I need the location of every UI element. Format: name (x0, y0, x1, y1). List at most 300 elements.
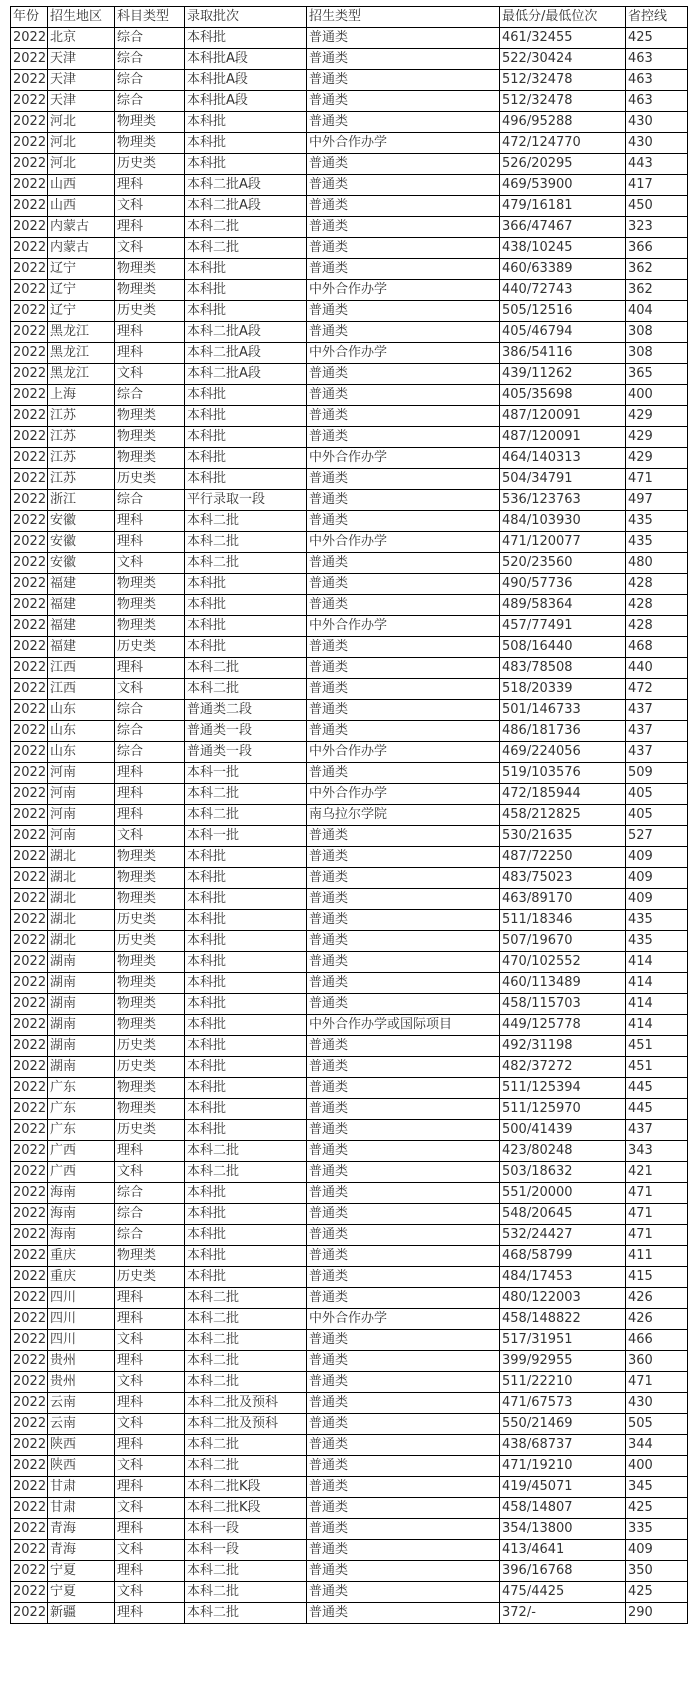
cell-region: 广西 (48, 1162, 115, 1183)
cell-enrollment-type: 普通类 (307, 1498, 500, 1519)
cell-min-score-rank: 464/140313 (500, 448, 626, 469)
cell-year: 2022 (11, 1141, 48, 1162)
cell-region: 福建 (48, 637, 115, 658)
cell-control-line: 437 (626, 700, 688, 721)
cell-batch: 本科二批A段 (185, 322, 307, 343)
cell-enrollment-type: 普通类 (307, 1603, 500, 1624)
cell-batch: 本科二批A段 (185, 196, 307, 217)
cell-batch: 本科批A段 (185, 49, 307, 70)
cell-batch: 本科批 (185, 1267, 307, 1288)
cell-region: 天津 (48, 91, 115, 112)
table-row (11, 175, 688, 196)
cell-region: 黑龙江 (48, 343, 115, 364)
cell-min-score-rank: 496/95288 (500, 112, 626, 133)
cell-enrollment-type: 普通类 (307, 1057, 500, 1078)
cell-region: 福建 (48, 574, 115, 595)
cell-enrollment-type: 普通类 (307, 1246, 500, 1267)
cell-min-score-rank: 483/78508 (500, 658, 626, 679)
cell-enrollment-type: 普通类 (307, 238, 500, 259)
cell-region: 湖北 (48, 931, 115, 952)
cell-year: 2022 (11, 1099, 48, 1120)
cell-batch: 本科二批 (185, 784, 307, 805)
cell-batch: 本科二批及预科 (185, 1414, 307, 1435)
cell-region: 黑龙江 (48, 364, 115, 385)
cell-batch: 本科二批K段 (185, 1498, 307, 1519)
table-row (11, 931, 688, 952)
cell-batch: 本科二批 (185, 679, 307, 700)
cell-min-score-rank: 413/4641 (500, 1540, 626, 1561)
cell-enrollment-type: 普通类 (307, 1414, 500, 1435)
table-row (11, 1603, 688, 1624)
table-row (11, 448, 688, 469)
table-row (11, 511, 688, 532)
cell-min-score-rank: 520/23560 (500, 553, 626, 574)
cell-control-line: 451 (626, 1057, 688, 1078)
cell-year: 2022 (11, 637, 48, 658)
cell-subject-type: 物理类 (115, 973, 185, 994)
table-row (11, 1141, 688, 1162)
cell-region: 广东 (48, 1120, 115, 1141)
cell-subject-type: 物理类 (115, 1015, 185, 1036)
cell-enrollment-type: 中外合作办学 (307, 1309, 500, 1330)
table-row (11, 343, 688, 364)
cell-year: 2022 (11, 511, 48, 532)
cell-min-score-rank: 487/120091 (500, 406, 626, 427)
cell-control-line: 344 (626, 1435, 688, 1456)
cell-min-score-rank: 503/18632 (500, 1162, 626, 1183)
cell-batch: 本科批A段 (185, 70, 307, 91)
cell-enrollment-type: 普通类 (307, 259, 500, 280)
table-row (11, 1078, 688, 1099)
cell-control-line: 366 (626, 238, 688, 259)
cell-year: 2022 (11, 805, 48, 826)
cell-batch: 本科批 (185, 1078, 307, 1099)
cell-year: 2022 (11, 553, 48, 574)
table-row (11, 553, 688, 574)
table-row (11, 364, 688, 385)
cell-region: 辽宁 (48, 280, 115, 301)
cell-batch: 本科二批 (185, 1141, 307, 1162)
cell-year: 2022 (11, 532, 48, 553)
cell-region: 重庆 (48, 1267, 115, 1288)
cell-subject-type: 综合 (115, 1183, 185, 1204)
cell-batch: 本科批 (185, 637, 307, 658)
cell-year: 2022 (11, 364, 48, 385)
cell-enrollment-type: 普通类 (307, 1477, 500, 1498)
cell-subject-type: 物理类 (115, 133, 185, 154)
cell-batch: 本科二批 (185, 1561, 307, 1582)
table-row (11, 952, 688, 973)
cell-subject-type: 综合 (115, 49, 185, 70)
cell-min-score-rank: 512/32478 (500, 70, 626, 91)
table-row (11, 889, 688, 910)
cell-year: 2022 (11, 280, 48, 301)
cell-enrollment-type: 中外合作办学 (307, 448, 500, 469)
table-row (11, 910, 688, 931)
cell-min-score-rank: 463/89170 (500, 889, 626, 910)
cell-min-score-rank: 471/67573 (500, 1393, 626, 1414)
cell-min-score-rank: 550/21469 (500, 1414, 626, 1435)
cell-year: 2022 (11, 259, 48, 280)
cell-year: 2022 (11, 427, 48, 448)
cell-region: 山西 (48, 175, 115, 196)
cell-batch: 本科批 (185, 574, 307, 595)
cell-control-line: 435 (626, 931, 688, 952)
cell-control-line: 445 (626, 1099, 688, 1120)
cell-subject-type: 理科 (115, 784, 185, 805)
cell-subject-type: 理科 (115, 532, 185, 553)
cell-min-score-rank: 508/16440 (500, 637, 626, 658)
cell-min-score-rank: 470/102552 (500, 952, 626, 973)
cell-control-line: 362 (626, 280, 688, 301)
cell-min-score-rank: 472/124770 (500, 133, 626, 154)
cell-subject-type: 文科 (115, 238, 185, 259)
cell-year: 2022 (11, 679, 48, 700)
cell-subject-type: 物理类 (115, 1099, 185, 1120)
cell-subject-type: 物理类 (115, 952, 185, 973)
cell-region: 湖南 (48, 1015, 115, 1036)
header-enrollment-type: 招生类型 (307, 7, 500, 28)
cell-control-line: 290 (626, 1603, 688, 1624)
cell-control-line: 350 (626, 1561, 688, 1582)
cell-min-score-rank: 458/148822 (500, 1309, 626, 1330)
table-row (11, 1015, 688, 1036)
cell-batch: 本科二批 (185, 1435, 307, 1456)
cell-control-line: 362 (626, 259, 688, 280)
cell-year: 2022 (11, 616, 48, 637)
cell-region: 陕西 (48, 1435, 115, 1456)
table-row (11, 28, 688, 49)
cell-subject-type: 理科 (115, 805, 185, 826)
cell-enrollment-type: 普通类 (307, 490, 500, 511)
cell-region: 江苏 (48, 427, 115, 448)
cell-subject-type: 综合 (115, 1225, 185, 1246)
table-row (11, 1057, 688, 1078)
cell-year: 2022 (11, 112, 48, 133)
cell-year: 2022 (11, 91, 48, 112)
cell-subject-type: 物理类 (115, 868, 185, 889)
cell-batch: 本科二批 (185, 805, 307, 826)
table-row (11, 1225, 688, 1246)
cell-subject-type: 物理类 (115, 280, 185, 301)
cell-batch: 本科二批A段 (185, 364, 307, 385)
cell-batch: 本科批 (185, 112, 307, 133)
cell-region: 广东 (48, 1099, 115, 1120)
cell-region: 青海 (48, 1540, 115, 1561)
cell-year: 2022 (11, 1120, 48, 1141)
cell-control-line: 463 (626, 91, 688, 112)
cell-enrollment-type: 中外合作办学 (307, 532, 500, 553)
cell-subject-type: 理科 (115, 1393, 185, 1414)
cell-enrollment-type: 普通类 (307, 1540, 500, 1561)
cell-region: 湖南 (48, 952, 115, 973)
table-row (11, 91, 688, 112)
cell-batch: 本科批 (185, 952, 307, 973)
cell-year: 2022 (11, 1162, 48, 1183)
cell-subject-type: 物理类 (115, 574, 185, 595)
cell-enrollment-type: 普通类 (307, 427, 500, 448)
cell-region: 河北 (48, 154, 115, 175)
cell-year: 2022 (11, 763, 48, 784)
cell-control-line: 404 (626, 301, 688, 322)
cell-min-score-rank: 469/224056 (500, 742, 626, 763)
table-row (11, 1183, 688, 1204)
cell-enrollment-type: 普通类 (307, 910, 500, 931)
cell-control-line: 480 (626, 553, 688, 574)
cell-enrollment-type: 普通类 (307, 1582, 500, 1603)
cell-region: 江西 (48, 658, 115, 679)
cell-control-line: 472 (626, 679, 688, 700)
cell-subject-type: 历史类 (115, 910, 185, 931)
table-row (11, 1498, 688, 1519)
cell-subject-type: 文科 (115, 826, 185, 847)
cell-batch: 本科二批 (185, 238, 307, 259)
cell-control-line: 414 (626, 952, 688, 973)
cell-region: 安徽 (48, 532, 115, 553)
cell-batch: 本科二批A段 (185, 175, 307, 196)
cell-subject-type: 理科 (115, 1141, 185, 1162)
cell-subject-type: 文科 (115, 1498, 185, 1519)
cell-subject-type: 物理类 (115, 889, 185, 910)
cell-min-score-rank: 517/31951 (500, 1330, 626, 1351)
cell-region: 江苏 (48, 448, 115, 469)
cell-year: 2022 (11, 154, 48, 175)
cell-enrollment-type: 普通类 (307, 952, 500, 973)
cell-min-score-rank: 505/12516 (500, 301, 626, 322)
cell-region: 山东 (48, 721, 115, 742)
cell-min-score-rank: 405/46794 (500, 322, 626, 343)
cell-subject-type: 文科 (115, 1582, 185, 1603)
cell-control-line: 527 (626, 826, 688, 847)
table-row (11, 1582, 688, 1603)
cell-min-score-rank: 461/32455 (500, 28, 626, 49)
cell-min-score-rank: 475/4425 (500, 1582, 626, 1603)
table-row (11, 406, 688, 427)
cell-batch: 本科一批 (185, 826, 307, 847)
cell-batch: 本科批 (185, 910, 307, 931)
table-row (11, 700, 688, 721)
cell-min-score-rank: 460/113489 (500, 973, 626, 994)
cell-batch: 本科一段 (185, 1519, 307, 1540)
cell-enrollment-type: 中外合作办学 (307, 133, 500, 154)
cell-batch: 本科批 (185, 1057, 307, 1078)
cell-subject-type: 理科 (115, 763, 185, 784)
cell-region: 河南 (48, 805, 115, 826)
cell-min-score-rank: 471/120077 (500, 532, 626, 553)
cell-enrollment-type: 普通类 (307, 1288, 500, 1309)
cell-region: 湖南 (48, 973, 115, 994)
cell-batch: 本科二批 (185, 1330, 307, 1351)
cell-subject-type: 文科 (115, 1414, 185, 1435)
cell-min-score-rank: 354/13800 (500, 1519, 626, 1540)
cell-min-score-rank: 536/123763 (500, 490, 626, 511)
cell-region: 湖北 (48, 868, 115, 889)
cell-year: 2022 (11, 1372, 48, 1393)
cell-enrollment-type: 普通类 (307, 658, 500, 679)
cell-min-score-rank: 482/37272 (500, 1057, 626, 1078)
cell-enrollment-type: 普通类 (307, 1561, 500, 1582)
table-row (11, 973, 688, 994)
cell-batch: 本科批 (185, 868, 307, 889)
cell-min-score-rank: 551/20000 (500, 1183, 626, 1204)
cell-min-score-rank: 501/146733 (500, 700, 626, 721)
cell-region: 山东 (48, 742, 115, 763)
cell-region: 甘肃 (48, 1477, 115, 1498)
cell-enrollment-type: 普通类 (307, 70, 500, 91)
cell-region: 河南 (48, 784, 115, 805)
cell-min-score-rank: 532/24427 (500, 1225, 626, 1246)
table-row (11, 1540, 688, 1561)
cell-subject-type: 物理类 (115, 448, 185, 469)
cell-batch: 本科批 (185, 931, 307, 952)
cell-subject-type: 理科 (115, 217, 185, 238)
cell-min-score-rank: 480/122003 (500, 1288, 626, 1309)
cell-batch: 本科二批 (185, 1372, 307, 1393)
cell-enrollment-type: 普通类 (307, 1204, 500, 1225)
cell-enrollment-type: 普通类 (307, 1519, 500, 1540)
table-row (11, 1519, 688, 1540)
cell-min-score-rank: 492/31198 (500, 1036, 626, 1057)
cell-control-line: 400 (626, 1456, 688, 1477)
cell-min-score-rank: 458/115703 (500, 994, 626, 1015)
table-row (11, 574, 688, 595)
table-row (11, 238, 688, 259)
cell-subject-type: 历史类 (115, 1057, 185, 1078)
table-row (11, 1288, 688, 1309)
cell-enrollment-type: 中外合作办学 (307, 280, 500, 301)
cell-min-score-rank: 372/- (500, 1603, 626, 1624)
table-row (11, 154, 688, 175)
table-row (11, 1099, 688, 1120)
cell-enrollment-type: 普通类 (307, 385, 500, 406)
cell-batch: 本科批 (185, 448, 307, 469)
table-row (11, 217, 688, 238)
cell-subject-type: 理科 (115, 1561, 185, 1582)
cell-batch: 本科批 (185, 427, 307, 448)
cell-subject-type: 历史类 (115, 154, 185, 175)
cell-year: 2022 (11, 322, 48, 343)
cell-min-score-rank: 468/58799 (500, 1246, 626, 1267)
cell-enrollment-type: 普通类 (307, 1456, 500, 1477)
cell-year: 2022 (11, 343, 48, 364)
cell-min-score-rank: 483/75023 (500, 868, 626, 889)
cell-control-line: 323 (626, 217, 688, 238)
cell-enrollment-type: 普通类 (307, 1036, 500, 1057)
cell-batch: 本科批 (185, 1204, 307, 1225)
cell-control-line: 430 (626, 1393, 688, 1414)
cell-batch: 本科批 (185, 616, 307, 637)
cell-subject-type: 理科 (115, 322, 185, 343)
cell-batch: 本科二批K段 (185, 1477, 307, 1498)
cell-region: 山西 (48, 196, 115, 217)
table-row (11, 1372, 688, 1393)
cell-enrollment-type: 中外合作办学或国际项目 (307, 1015, 500, 1036)
cell-batch: 本科二批 (185, 532, 307, 553)
cell-control-line: 409 (626, 847, 688, 868)
table-row (11, 1435, 688, 1456)
cell-region: 辽宁 (48, 301, 115, 322)
cell-min-score-rank: 484/17453 (500, 1267, 626, 1288)
cell-enrollment-type: 普通类 (307, 637, 500, 658)
cell-control-line: 509 (626, 763, 688, 784)
table-row (11, 1351, 688, 1372)
cell-min-score-rank: 511/125970 (500, 1099, 626, 1120)
cell-control-line: 426 (626, 1309, 688, 1330)
cell-subject-type: 理科 (115, 1351, 185, 1372)
cell-subject-type: 文科 (115, 553, 185, 574)
cell-region: 湖南 (48, 994, 115, 1015)
table-body (11, 28, 688, 1624)
cell-min-score-rank: 511/22210 (500, 1372, 626, 1393)
cell-control-line: 463 (626, 49, 688, 70)
cell-subject-type: 理科 (115, 1435, 185, 1456)
cell-region: 天津 (48, 49, 115, 70)
cell-batch: 本科二批 (185, 1162, 307, 1183)
cell-subject-type: 综合 (115, 490, 185, 511)
cell-control-line: 437 (626, 742, 688, 763)
cell-batch: 本科批 (185, 994, 307, 1015)
cell-batch: 本科批 (185, 259, 307, 280)
cell-subject-type: 综合 (115, 742, 185, 763)
cell-enrollment-type: 普通类 (307, 1141, 500, 1162)
cell-min-score-rank: 440/72743 (500, 280, 626, 301)
table-row (11, 196, 688, 217)
cell-year: 2022 (11, 1078, 48, 1099)
cell-region: 宁夏 (48, 1561, 115, 1582)
cell-control-line: 505 (626, 1414, 688, 1435)
cell-control-line: 409 (626, 868, 688, 889)
cell-subject-type: 历史类 (115, 1120, 185, 1141)
cell-batch: 本科批 (185, 1225, 307, 1246)
cell-batch: 本科二批 (185, 1288, 307, 1309)
cell-control-line: 430 (626, 133, 688, 154)
table-row (11, 826, 688, 847)
table-row (11, 742, 688, 763)
cell-min-score-rank: 438/68737 (500, 1435, 626, 1456)
cell-enrollment-type: 普通类 (307, 1225, 500, 1246)
cell-control-line: 450 (626, 196, 688, 217)
cell-control-line: 428 (626, 574, 688, 595)
cell-control-line: 414 (626, 973, 688, 994)
cell-batch: 本科二批 (185, 1351, 307, 1372)
cell-year: 2022 (11, 889, 48, 910)
cell-enrollment-type: 普通类 (307, 595, 500, 616)
cell-region: 河北 (48, 133, 115, 154)
cell-batch: 本科批A段 (185, 91, 307, 112)
cell-year: 2022 (11, 868, 48, 889)
cell-year: 2022 (11, 448, 48, 469)
cell-control-line: 409 (626, 1540, 688, 1561)
table-row (11, 70, 688, 91)
cell-control-line: 430 (626, 112, 688, 133)
cell-region: 青海 (48, 1519, 115, 1540)
cell-enrollment-type: 中外合作办学 (307, 742, 500, 763)
cell-year: 2022 (11, 1204, 48, 1225)
cell-region: 四川 (48, 1309, 115, 1330)
table-row (11, 1162, 688, 1183)
table-row (11, 532, 688, 553)
cell-control-line: 471 (626, 1372, 688, 1393)
table-row (11, 259, 688, 280)
cell-batch: 本科批 (185, 301, 307, 322)
cell-control-line: 308 (626, 322, 688, 343)
cell-subject-type: 理科 (115, 343, 185, 364)
cell-year: 2022 (11, 1267, 48, 1288)
cell-control-line: 335 (626, 1519, 688, 1540)
cell-year: 2022 (11, 658, 48, 679)
cell-subject-type: 理科 (115, 1309, 185, 1330)
cell-min-score-rank: 487/72250 (500, 847, 626, 868)
